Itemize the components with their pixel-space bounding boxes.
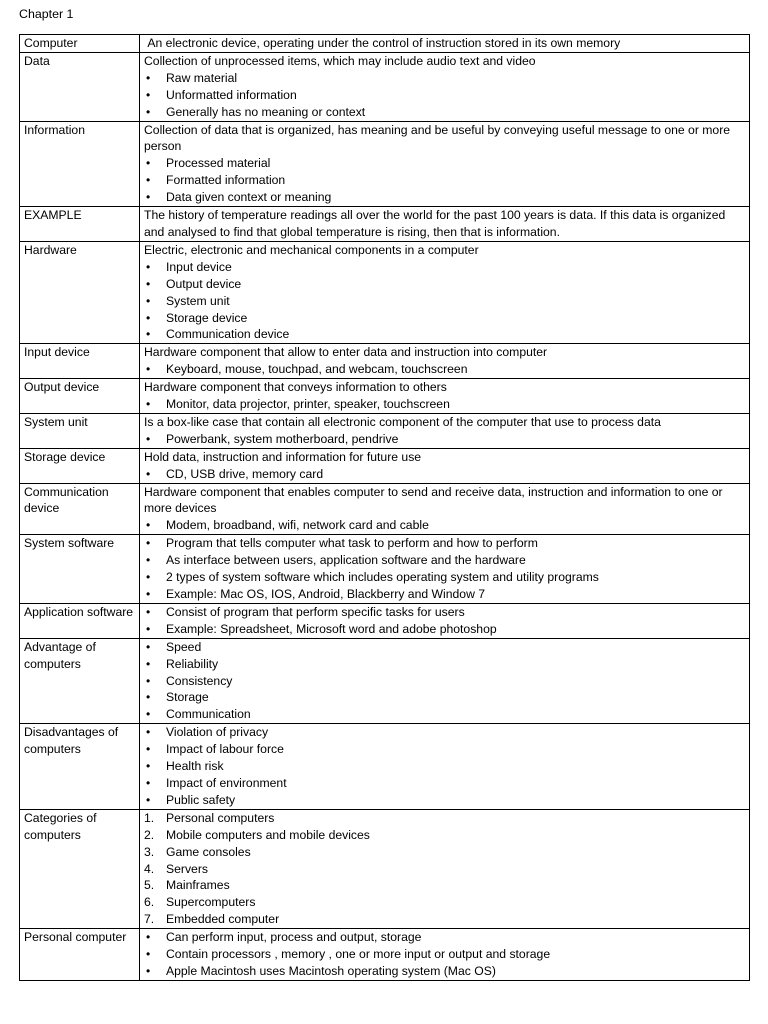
list-item-text: Mainframes xyxy=(166,878,230,893)
list-item xyxy=(144,656,745,673)
definition-cell xyxy=(140,121,750,207)
table-row xyxy=(20,241,750,343)
bullet-list xyxy=(144,396,745,413)
bullet-list xyxy=(144,431,745,448)
list-item xyxy=(144,861,745,878)
term-cell: Data xyxy=(20,52,140,121)
list-item xyxy=(144,189,745,206)
term-cell: EXAMPLE xyxy=(20,207,140,242)
list-item-text: Contain processors , memory , one or more input or output and storage xyxy=(166,947,551,962)
bullet-list xyxy=(144,639,745,724)
list-item-text: Example: Mac OS, IOS, Android, Blackberry and Window 7 xyxy=(166,587,486,601)
bullet-list xyxy=(144,517,745,534)
list-item xyxy=(144,724,745,741)
list-item-text: Generally has no meaning or context xyxy=(166,104,366,119)
term-cell: Input device xyxy=(20,344,140,379)
list-item xyxy=(144,569,745,586)
list-item xyxy=(144,673,745,690)
list-item-text: Powerbank, system motherboard, pendrive xyxy=(166,431,399,446)
list-item-text: Storage device xyxy=(166,310,248,325)
definition-text: Is a box-like case that contain all electronic component of the computer that use to process data xyxy=(144,414,661,429)
definition-cell xyxy=(140,483,750,535)
list-item xyxy=(144,689,745,706)
list-item xyxy=(144,929,745,946)
term-cell: System software xyxy=(20,535,140,604)
term-cell: Personal computer xyxy=(20,929,140,981)
term-cell: Computer xyxy=(20,35,140,53)
table-row xyxy=(20,638,750,724)
list-item-text: Output device xyxy=(166,276,242,291)
bullet-list xyxy=(144,929,745,980)
list-item xyxy=(144,621,745,638)
list-item-text: Mobile computers and mobile devices xyxy=(166,827,370,842)
term-cell: Advantage of computers xyxy=(20,638,140,724)
list-item xyxy=(144,87,745,104)
list-item-number: 1. xyxy=(144,810,155,825)
list-item-text: 2 types of system software which includes operating system and utility programs xyxy=(166,570,599,585)
list-item xyxy=(144,517,745,534)
term-cell: Hardware xyxy=(20,241,140,343)
table-row xyxy=(20,448,750,483)
chapter-heading: Chapter 1 xyxy=(19,7,74,21)
list-item xyxy=(144,827,745,844)
list-item-text: Personal computers xyxy=(166,810,275,825)
list-item xyxy=(144,741,745,758)
list-item xyxy=(144,259,745,276)
definition-text: Hold data, instruction and information for future use xyxy=(144,449,422,464)
list-item-text: Reliability xyxy=(166,656,219,671)
term-cell: Application software xyxy=(20,603,140,638)
list-item-text: Consistency xyxy=(166,673,233,688)
list-item-number: 5. xyxy=(144,878,155,893)
table-row xyxy=(20,483,750,535)
list-item xyxy=(144,326,745,343)
list-item-text: Game consoles xyxy=(166,844,251,859)
list-item-text: As interface between users, application software and the hardware xyxy=(166,553,526,568)
list-item-text: Health risk xyxy=(166,759,224,774)
definition-text: Electric, electronic and mechanical components in a computer xyxy=(144,242,479,257)
definition-cell xyxy=(140,52,750,121)
definition-cell xyxy=(140,379,750,414)
table-row xyxy=(20,809,750,928)
list-item xyxy=(144,946,745,963)
term-cell: Information xyxy=(20,121,140,207)
list-item-text: Input device xyxy=(166,259,232,274)
list-item xyxy=(144,963,745,980)
list-item-number: 6. xyxy=(144,895,155,910)
list-item-text: Modem, broadband, wifi, network card and cable xyxy=(166,518,429,533)
definition-text: Collection of unprocessed items, which may include audio text and video xyxy=(144,53,536,68)
list-item-text: Public safety xyxy=(166,792,236,807)
list-item xyxy=(144,775,745,792)
list-item-text: Program that tells computer what task to perform and how to perform xyxy=(166,536,538,551)
list-item-text: Servers xyxy=(166,861,208,876)
definitions-table xyxy=(19,34,750,981)
definition-cell xyxy=(140,241,750,343)
bullet-list xyxy=(144,604,745,638)
bullet-list xyxy=(144,724,745,809)
table-row xyxy=(20,344,750,379)
list-item-text: Impact of environment xyxy=(166,775,287,790)
table-row xyxy=(20,603,750,638)
list-item xyxy=(144,361,745,378)
list-item xyxy=(144,792,745,809)
definition-cell xyxy=(140,638,750,724)
table-row xyxy=(20,379,750,414)
list-item-number: 4. xyxy=(144,861,155,876)
table-row xyxy=(20,413,750,448)
list-item xyxy=(144,535,745,552)
list-item xyxy=(144,466,745,483)
list-item xyxy=(144,706,745,723)
numbered-list xyxy=(144,810,745,928)
table-row xyxy=(20,207,750,242)
table-row xyxy=(20,35,750,53)
term-cell: Disadvantages of computers xyxy=(20,724,140,810)
table-row xyxy=(20,724,750,810)
list-item-text: Supercomputers xyxy=(166,895,256,910)
term-cell: System unit xyxy=(20,413,140,448)
list-item xyxy=(144,810,745,827)
list-item xyxy=(144,155,745,172)
table-row xyxy=(20,535,750,604)
list-item-text: Communication xyxy=(166,707,251,722)
definition-cell xyxy=(140,35,750,53)
bullet-list xyxy=(144,155,745,206)
list-item xyxy=(144,431,745,448)
list-item-text: Apple Macintosh uses Macintosh operating system (Mac OS) xyxy=(166,963,496,978)
list-item-text: Communication device xyxy=(166,327,290,342)
list-item-text: Violation of privacy xyxy=(166,725,269,740)
bullet-list xyxy=(144,535,745,603)
term-cell: Categories of computers xyxy=(20,809,140,928)
list-item-text: Monitor, data projector, printer, speaker, touchscreen xyxy=(166,397,450,412)
list-item xyxy=(144,604,745,621)
list-item-text: Consist of program that perform specific tasks for users xyxy=(166,604,465,619)
bullet-list xyxy=(144,466,745,483)
term-cell: Output device xyxy=(20,379,140,414)
list-item-text: Keyboard, mouse, touchpad, and webcam, touchscreen xyxy=(166,362,468,377)
list-item-text: Raw material xyxy=(166,70,238,85)
list-item xyxy=(144,276,745,293)
list-item-text: System unit xyxy=(166,293,230,308)
list-item-text: Data given context or meaning xyxy=(166,190,332,205)
definition-cell xyxy=(140,207,750,242)
definition-cell xyxy=(140,448,750,483)
list-item-number: 2. xyxy=(144,827,155,842)
definition-text: An electronic device, operating under the control of instruction stored in its own memory xyxy=(144,36,621,50)
list-item xyxy=(144,844,745,861)
list-item-text: Can perform input, process and output, storage xyxy=(166,930,422,945)
table-row xyxy=(20,929,750,981)
list-item xyxy=(144,396,745,413)
definition-text: Hardware component that conveys information to others xyxy=(144,380,447,395)
list-item xyxy=(144,758,745,775)
list-item xyxy=(144,877,745,894)
list-item xyxy=(144,639,745,656)
definition-cell xyxy=(140,603,750,638)
definition-cell xyxy=(140,809,750,928)
definition-cell xyxy=(140,724,750,810)
term-cell: Communication device xyxy=(20,483,140,535)
list-item xyxy=(144,894,745,911)
definition-cell xyxy=(140,413,750,448)
definition-cell xyxy=(140,929,750,981)
list-item xyxy=(144,104,745,121)
definition-text: The history of temperature readings all over the world for the past 100 years is data. If this data is organized and analysed to find that global temperature is rising, then that is information. xyxy=(144,208,729,239)
list-item-number: 3. xyxy=(144,844,155,859)
bullet-list xyxy=(144,361,745,378)
definition-text: Collection of data that is organized, has meaning and be useful by conveying useful message to one or more person xyxy=(144,122,734,154)
list-item-text: CD, USB drive, memory card xyxy=(166,466,324,481)
definitions-table-body xyxy=(20,35,750,981)
list-item-text: Formatted information xyxy=(166,173,286,188)
list-item xyxy=(144,911,745,928)
definition-text: Hardware component that enables computer to send and receive data, instruction and information to one or more devices xyxy=(144,484,726,516)
list-item-text: Storage xyxy=(166,690,209,705)
list-item xyxy=(144,293,745,310)
list-item xyxy=(144,172,745,189)
list-item-text: Impact of labour force xyxy=(166,742,284,757)
list-item-text: Processed material xyxy=(166,156,271,171)
bullet-list xyxy=(144,259,745,344)
list-item xyxy=(144,310,745,327)
definition-cell xyxy=(140,344,750,379)
list-item-text: Example: Spreadsheet, Microsoft word and adobe photoshop xyxy=(166,621,497,636)
list-item-text: Speed xyxy=(166,639,202,654)
list-item-text: Unformatted information xyxy=(166,87,297,102)
table-row xyxy=(20,121,750,207)
list-item xyxy=(144,586,745,603)
term-cell: Storage device xyxy=(20,448,140,483)
list-item xyxy=(144,70,745,87)
list-item-number: 7. xyxy=(144,912,155,927)
bullet-list xyxy=(144,70,745,121)
table-row xyxy=(20,52,750,121)
list-item xyxy=(144,552,745,569)
list-item-text: Embedded computer xyxy=(166,912,280,927)
definition-cell xyxy=(140,535,750,604)
definition-text: Hardware component that allow to enter data and instruction into computer xyxy=(144,345,548,360)
